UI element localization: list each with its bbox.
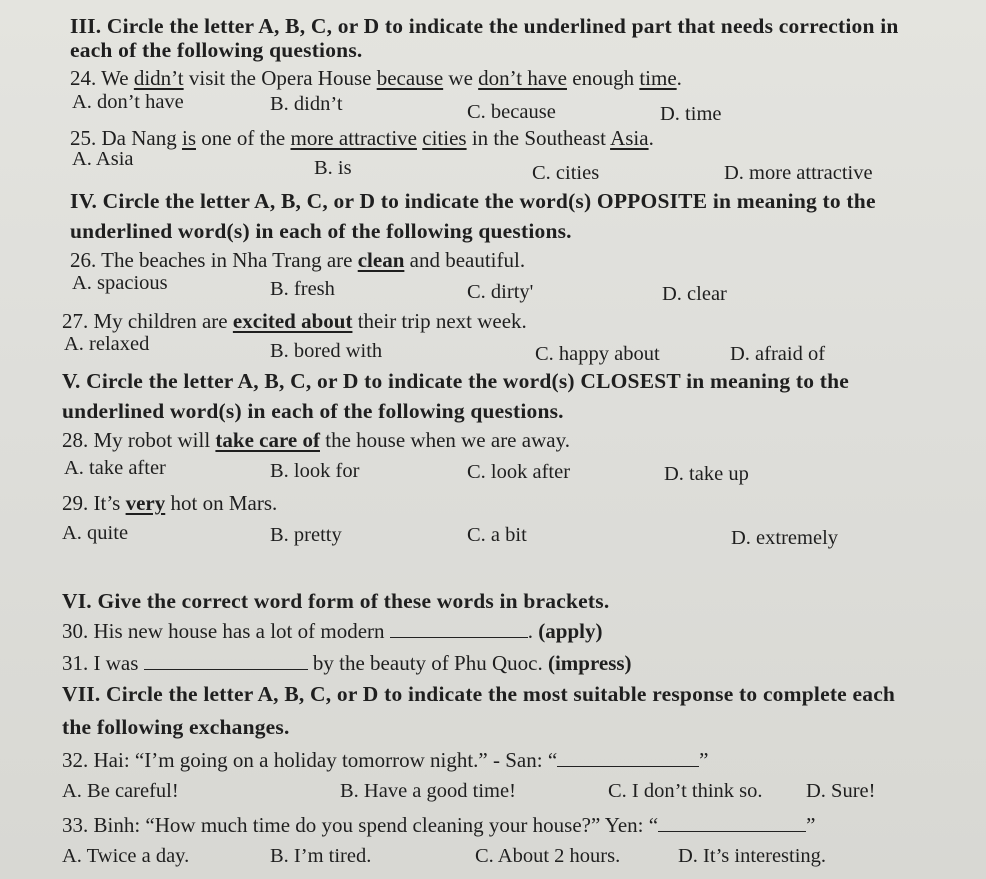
section-IV-heading-line2: underlined word(s) in each of the following questions.	[70, 219, 572, 243]
question-28: 28. My robot will take care of the house when we are away.	[62, 428, 570, 452]
section-V-heading-line1: V. Circle the letter A, B, C, or D to indicate the word(s) CLOSEST in meaning to the	[62, 369, 849, 393]
q27-option-a[interactable]: A. relaxed	[64, 333, 150, 355]
q28-option-b[interactable]: B. look for	[270, 460, 360, 482]
q33-blank[interactable]	[658, 813, 806, 832]
q28-option-c[interactable]: C. look after	[467, 461, 571, 483]
question-31: 31. I was by the beauty of Phu Quoc. (impress)	[62, 651, 632, 675]
q29-option-b[interactable]: B. pretty	[270, 524, 342, 546]
q31-blank[interactable]	[144, 651, 308, 670]
q24-option-a[interactable]: A. don’t have	[72, 91, 184, 113]
q25-option-c[interactable]: C. cities	[532, 162, 600, 184]
question-32: 32. Hai: “I’m going on a holiday tomorrow night.” - San: “ ”	[62, 748, 709, 772]
section-VII-heading-line1: VII. Circle the letter A, B, C, or D to indicate the most suitable response to complete each	[62, 682, 896, 706]
question-27: 27. My children are excited about their trip next week.	[62, 309, 527, 333]
q28-option-d[interactable]: D. take up	[664, 463, 749, 485]
section-V-heading-line2: underlined word(s) in each of the following questions.	[62, 399, 564, 423]
section-VII-heading-line2: the following exchanges.	[62, 715, 290, 739]
q33-option-c[interactable]: C. About 2 hours.	[475, 845, 621, 867]
section-VI-heading: VI. Give the correct word form of these words in brackets.	[62, 589, 610, 613]
q33-option-a[interactable]: A. Twice a day.	[62, 845, 190, 867]
question-29: 29. It’s very hot on Mars.	[62, 491, 278, 515]
q27-option-c[interactable]: C. happy about	[535, 343, 660, 365]
q28-option-a[interactable]: A. take after	[64, 457, 166, 479]
q32-option-c[interactable]: C. I don’t think so.	[608, 780, 763, 802]
q27-option-d[interactable]: D. afraid of	[730, 343, 826, 365]
q25-option-b[interactable]: B. is	[314, 157, 352, 179]
question-30: 30. His new house has a lot of modern . (apply)	[62, 619, 603, 643]
section-III-heading-line2: each of the following questions.	[70, 38, 363, 62]
q25-option-d[interactable]: D. more attractive	[724, 162, 873, 184]
question-25: 25. Da Nang is one of the more attractive cities in the Southeast Asia.	[70, 126, 654, 150]
q24-option-c[interactable]: C. because	[467, 101, 556, 123]
q26-option-b[interactable]: B. fresh	[270, 278, 335, 300]
section-III-heading-line1: III. Circle the letter A, B, C, or D to indicate the underlined part that needs correction in	[70, 14, 899, 38]
q26-option-d[interactable]: D. clear	[662, 283, 727, 305]
question-33: 33. Binh: “How much time do you spend cleaning your house?” Yen: “ ”	[62, 813, 816, 837]
q33-option-b[interactable]: B. I’m tired.	[270, 845, 372, 867]
question-26: 26. The beaches in Nha Trang are clean and beautiful.	[70, 248, 526, 272]
q24-option-d[interactable]: D. time	[660, 103, 722, 125]
q25-option-a[interactable]: A. Asia	[72, 148, 134, 170]
q29-option-a[interactable]: A. quite	[62, 522, 129, 544]
q33-option-d[interactable]: D. It’s interesting.	[678, 845, 827, 867]
section-IV-heading-line1: IV. Circle the letter A, B, C, or D to indicate the word(s) OPPOSITE in meaning to the	[70, 189, 876, 213]
q30-blank[interactable]	[390, 619, 528, 638]
q27-option-b[interactable]: B. bored with	[270, 340, 383, 362]
q26-option-c[interactable]: C. dirty'	[467, 281, 534, 303]
q32-option-a[interactable]: A. Be careful!	[62, 780, 179, 802]
q26-option-a[interactable]: A. spacious	[72, 272, 168, 294]
q29-option-d[interactable]: D. extremely	[731, 527, 839, 549]
question-24: 24. We didn’t visit the Opera House because we don’t have enough time.	[70, 66, 682, 90]
q32-option-b[interactable]: B. Have a good time!	[340, 780, 516, 802]
q32-blank[interactable]	[557, 748, 699, 767]
q24-option-b[interactable]: B. didn’t	[270, 93, 343, 115]
q29-option-c[interactable]: C. a bit	[467, 524, 527, 546]
q32-option-d[interactable]: D. Sure!	[806, 780, 876, 802]
